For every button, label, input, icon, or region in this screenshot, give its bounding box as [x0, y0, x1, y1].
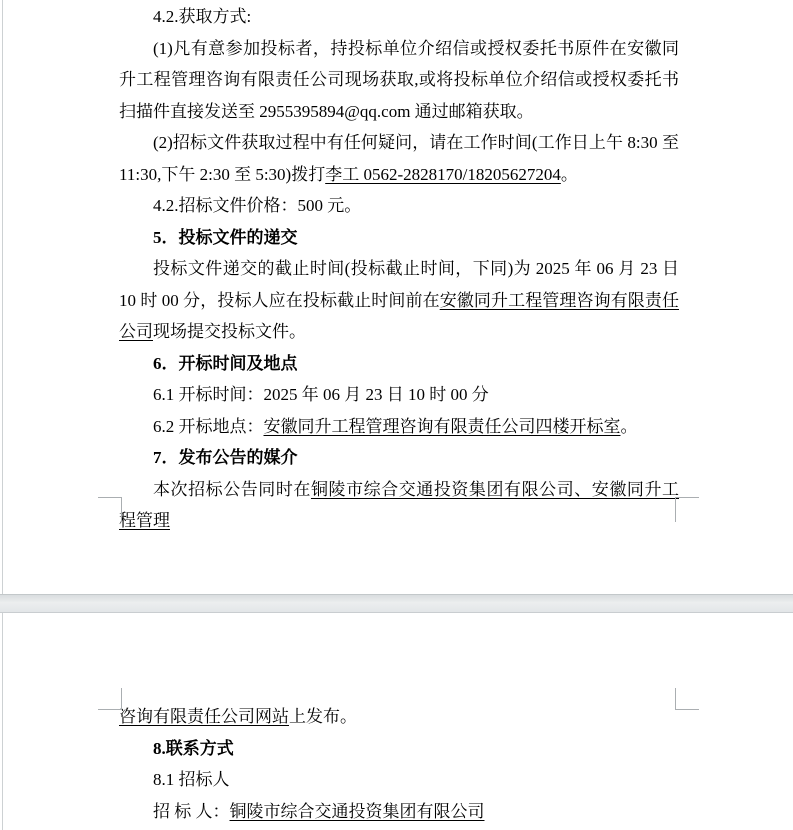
paragraph: [119, 796, 679, 828]
underlined-text-run: 铜陵市综合交通投资集团有限公司、安徽同升工程管理: [119, 479, 680, 530]
page-text: [119, 1, 679, 537]
text-run: 4.2.招标文件价格：500 元。: [153, 196, 362, 215]
text-run: 投标文件递交的截止时间(投标截止时间，下同)为 2025 年 06 月 23 日 10 时 00 分，投标人应在投标截止时间前在: [119, 259, 679, 310]
text-run: 5．投标文件的递交: [153, 227, 298, 247]
text-run: (1)凡有意参加投标者，持投标单位介绍信或授权委托书原件在安徽同升工程管理咨询有限责任公司现场获取,或将投标单位介绍信或授权委托书扫描件直接发送至 2955395894@qq.com 通过邮箱获取。: [119, 38, 679, 121]
underlined-text-run: 李工 0562-2828170/18205627204: [325, 164, 561, 184]
text-run: 。: [620, 416, 638, 436]
text-run: 本次招标公告同时在: [153, 479, 311, 499]
heading-paragraph: [119, 348, 679, 380]
paragraph: [119, 190, 679, 222]
underlined-text-run: 咨询有限责任公司网站: [119, 707, 289, 726]
underlined-text-run: 安徽同升工程管理咨询有限责任公司四楼开标室: [263, 416, 621, 436]
page-1: [2, 0, 793, 594]
page-text: [119, 701, 679, 827]
text-run: 6.1 开标时间：2025 年 06 月 23 日 10 时 00 分: [153, 385, 489, 404]
paragraph: [119, 701, 679, 733]
text-run: 7．发布公告的媒介: [153, 448, 298, 467]
text-run: 招 标 人：: [153, 801, 230, 821]
text-run: 8.1 招标人: [153, 770, 230, 789]
margin-crop-mark-top-right: [675, 688, 699, 710]
heading-paragraph: [119, 222, 679, 254]
underlined-text-run: 铜陵市综合交通投资集团有限公司: [229, 801, 485, 821]
paragraph: [119, 379, 679, 411]
underlined-text-run: 安徽同升工程管理咨询有限责任公司: [119, 290, 680, 341]
margin-crop-mark-bottom-right: [675, 497, 699, 522]
margin-crop-mark-bottom-left: [98, 497, 122, 522]
text-run: 6.2 开标地点：: [153, 416, 264, 436]
paragraph: [119, 764, 679, 796]
paragraph: [119, 411, 679, 443]
paragraph: [119, 253, 679, 348]
paragraph: [119, 127, 679, 190]
text-run: 现场提交投标文件。: [153, 322, 306, 341]
paragraph: [119, 474, 679, 537]
text-run: 。: [560, 164, 578, 184]
heading-paragraph: [119, 442, 679, 474]
text-run: 上发布。: [289, 707, 357, 726]
paragraph: [119, 1, 679, 33]
paragraph: [119, 33, 679, 128]
page-break-gap: [0, 594, 793, 613]
margin-crop-mark-top-left: [98, 688, 122, 710]
page-2: [2, 613, 793, 830]
text-run: 6．开标时间及地点: [153, 353, 298, 373]
text-run: (2)招标文件获取过程中有任何疑问，请在工作时间(工作日上午 8:30 至 11:30,下午 2:30 至 5:30)拨打: [119, 133, 679, 184]
heading-paragraph: [119, 733, 679, 765]
text-run: 4.2.获取方式:: [153, 7, 252, 26]
text-run: 8.联系方式: [153, 738, 234, 758]
